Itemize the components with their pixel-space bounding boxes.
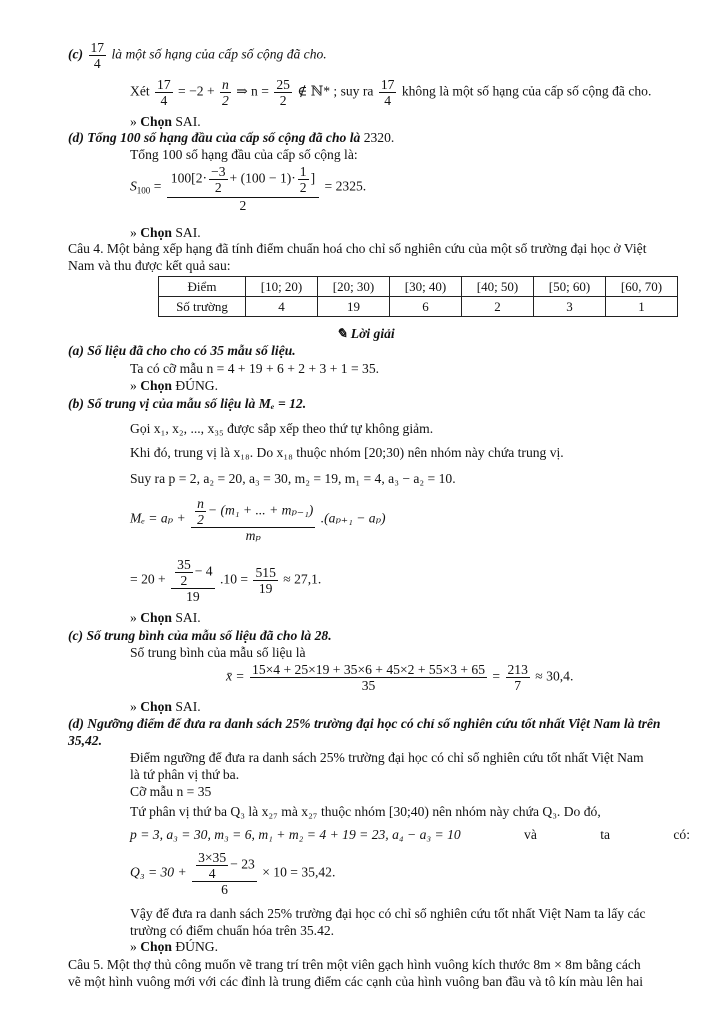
a4-line: Ta có cỡ mẫu n = 4 + 19 + 6 + 2 + 3 + 1 = 35. bbox=[130, 361, 380, 376]
a4-statement: (a) Số liệu đã cho cho có 35 mẫu số liệu. bbox=[68, 343, 296, 358]
d4-line: Tứ phân vị thứ ba Q₃ là x₂₇ mà x₂₇ thuộc nhóm [30;40) nên nhóm này chứa Q₃. Do đó, bbox=[130, 804, 601, 819]
fraction: $\frac{515}{19}$ bbox=[255, 565, 276, 596]
d4-statement: 35,42. bbox=[68, 733, 102, 748]
question-5-text: vẽ một hình vuông mới với các đỉnh là trung điểm các cạnh của hình vuông ban đầu và tô kín màu lên hai bbox=[68, 974, 643, 989]
fraction: $\frac{17}{4}$ bbox=[90, 40, 105, 71]
fraction: $\frac{15\times 4 + 25\times 19 + 35\times 6 + 45\times 2 + 55\times 3 + 65}{35}$ bbox=[252, 662, 486, 693]
choose-answer: » Chọn SAI. bbox=[130, 225, 201, 240]
question-5-text: Câu 5. Một thợ thủ công muốn vẽ trang trí trên một viên gạch hình vuông kích thước 8m × 8m bằng cách bbox=[68, 957, 641, 972]
choose-answer: » Chọn ĐÚNG. bbox=[130, 939, 219, 954]
choose-answer: » Chọn SAI. bbox=[130, 114, 201, 129]
d4-params: p = 3, a₃ = 30, m₃ = 6, m₁ + m₂ = 4 + 19 = 23, a₄ − a₃ = 10 và ta có: bbox=[130, 827, 690, 842]
d3-line: Tổng 100 số hạng đầu của cấp số cộng là: bbox=[130, 147, 358, 162]
quartile-formula: Q₃ = 30 + $\frac{3\times 35}{4}$ − 23 6 × 10 = 35,42. bbox=[130, 850, 336, 897]
d3-statement: (d) Tổng 100 số hạng đầu của cấp số cộng đã cho là 2320. bbox=[68, 130, 395, 145]
d4-line: là tứ phân vị thứ ba. bbox=[130, 767, 240, 782]
fraction: $\frac{213}{7}$ bbox=[507, 662, 528, 693]
mean-formula: x̄ = $\frac{15\times 4 + 25\times 19 + 35\times 6 + 45\times 2 + 55\times 3 + 65}{35}$ = $\frac{213}{7}$ ≈ 30,4. bbox=[226, 662, 574, 693]
d4-line: Điểm ngưỡng để đưa ra danh sách 25% trường đại học có chỉ số nghiên cứu tốt nhất Việt Nam bbox=[130, 750, 644, 765]
sum-formula: $S_{100}$ = 100[2· $\frac{-3}{2}$ + (100 − 1)· $\frac{1}{2}$ ] 2 = 2325. bbox=[130, 164, 367, 213]
b4-line: Suy ra p = 2, a₂ = 20, a₃ = 30, m₂ = 19, m₁ = 4, a₃ − a₂ = 10. bbox=[130, 471, 456, 486]
c3-statement: (c) $\frac{17}{4}$ là một số hạng của cấp số cộng đã cho. bbox=[68, 40, 327, 71]
c4-line: Số trung bình của mẫu số liệu là bbox=[130, 645, 306, 660]
d4-line: Vậy để đưa ra danh sách 25% trường đại học có chỉ số nghiên cứu tốt nhất Việt Nam ta lấy các bbox=[130, 906, 646, 921]
table-row: Điểm [10; 20) [20; 30) [30; 40) [40; 50) [50; 60) [60, 70) bbox=[159, 277, 678, 297]
fraction: $\frac{3\times 35}{4}$ − 23 6 bbox=[192, 850, 257, 897]
median-calc: = 20 + $\frac{35}{2}$ − 4 19 .10 = $\frac{515}{19}$ ≈ 27,1. bbox=[130, 557, 322, 604]
fraction: $\frac{17}{4}$ bbox=[157, 77, 171, 108]
d4-statement: (d) Ngưỡng điểm để đưa ra danh sách 25% trường đại học có chỉ số nghiên cứu tốt nhất Việt Nam là trên bbox=[68, 716, 661, 731]
choose-answer: » Chọn ĐÚNG. bbox=[130, 378, 219, 393]
score-table bbox=[158, 276, 678, 317]
question-4-text: Nam và thu được kết quả sau: bbox=[68, 258, 231, 273]
fraction: $\frac{25}{2}$ bbox=[276, 77, 290, 108]
choose-answer: » Chọn SAI. bbox=[130, 699, 201, 714]
question-4-text: Câu 4. Một bảng xếp hạng đã tính điểm chuẩn hoá cho chỉ số nghiên cứu của một số trường đại học ở Việt bbox=[68, 241, 647, 256]
fraction: $\frac{n}{2}$ bbox=[222, 77, 229, 108]
table-row: Số trường 4 19 6 2 3 1 bbox=[159, 297, 678, 317]
d4-line: trường có điểm chuẩn hóa trên 35.42. bbox=[130, 923, 335, 938]
fraction: $\frac{n}{2}$ − (m₁ + ... + mₚ₋₁) mₚ bbox=[191, 496, 315, 543]
c4-statement: (c) Số trung bình của mẫu số liệu đã cho là 28. bbox=[68, 628, 332, 643]
median-formula: Mₑ = aₚ + $\frac{n}{2}$ − (m₁ + ... + mₚ₋₁) mₚ .(aₚ₊₁ − aₚ) bbox=[130, 496, 386, 543]
c3-reasoning: Xét $\frac{17}{4}$ = −2 + $\frac{n}{2}$ ⇒ n = $\frac{25}{2}$ ∉ ℕ* ; suy ra $\frac{17}{4}$ không là một số hạng của cấp số cộng đã cho. bbox=[130, 77, 652, 108]
d4-line: Cỡ mẫu n = 35 bbox=[130, 784, 212, 799]
b4-line: Khi đó, trung vị là x₁₈. Do x₁₈ thuộc nhóm [20;30) nên nhóm này chứa trung vị. bbox=[130, 445, 564, 460]
choose-answer: » Chọn SAI. bbox=[130, 610, 201, 625]
solution-heading: ✎ Lời giải bbox=[336, 326, 395, 341]
b4-line: Gọi x₁, x₂, ..., x₃₅ được sắp xếp theo thứ tự không giảm. bbox=[130, 421, 434, 436]
fraction: $\frac{35}{2}$ − 4 19 bbox=[171, 557, 214, 604]
sum-fraction: 100[2· $\frac{-3}{2}$ + (100 − 1)· $\frac{1}{2}$ ] 2 bbox=[167, 162, 319, 213]
b4-statement: (b) Số trung vị của mẫu số liệu là Mₑ = 12. bbox=[68, 396, 307, 411]
fraction: $\frac{17}{4}$ bbox=[380, 77, 395, 108]
